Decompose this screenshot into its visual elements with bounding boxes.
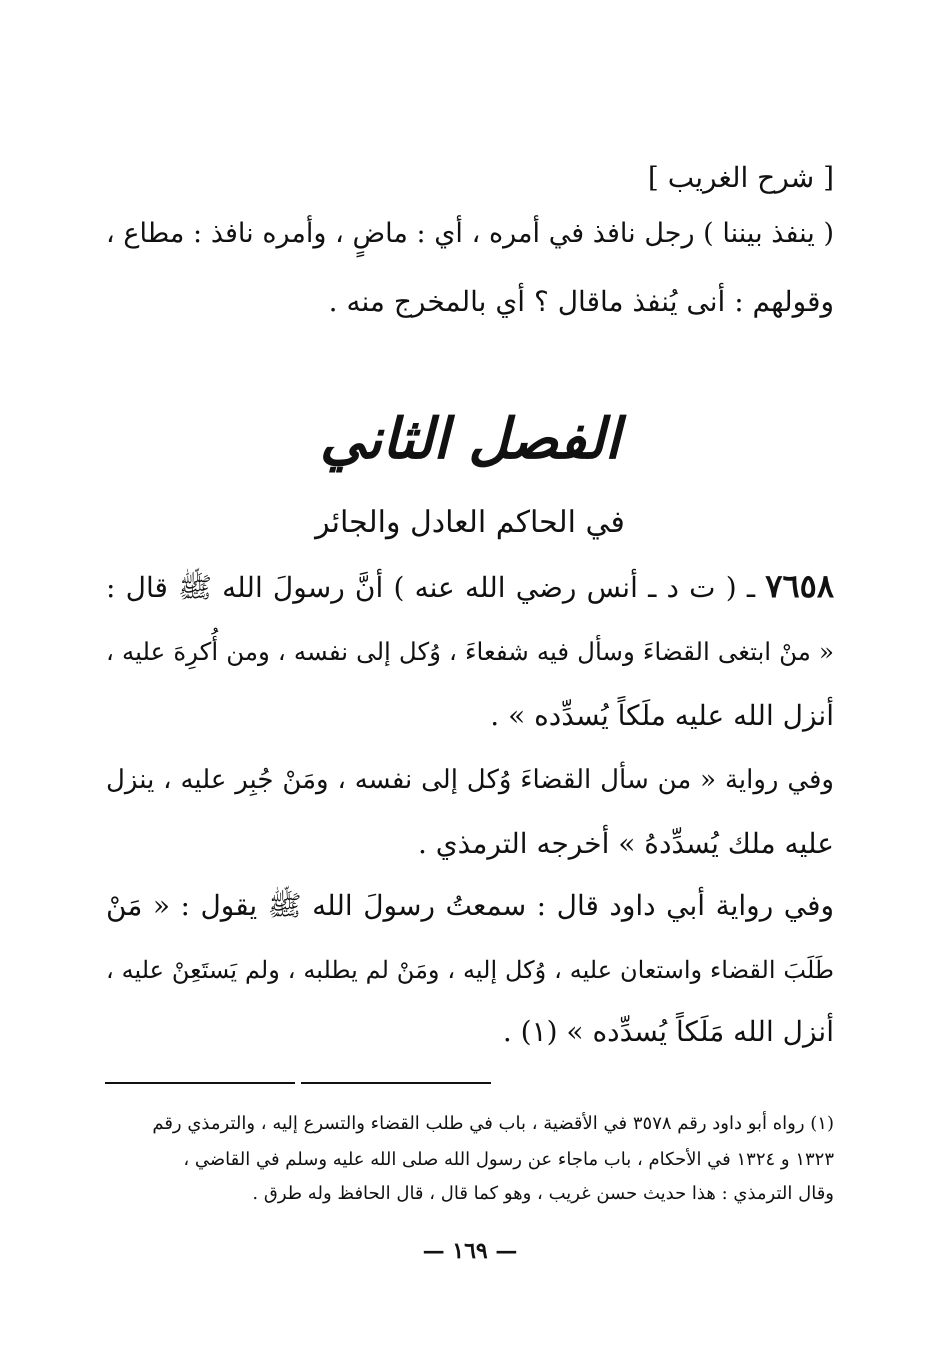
chapter-title: الفصل الثاني [319, 406, 621, 472]
hadith-line-6: وفي رواية أبي داود قال : سمعتُ رسولَ الله ﷺ يقول : « مَنْ [106, 889, 834, 922]
hadith-line-7: طَلَبَ القضاء واستعان عليه ، وُكل إليه ، ومَنْ لم يطلبه ، ولم يَستَعِنْ عليه ، [106, 956, 834, 984]
hadith-line-2: « منْ ابتغى القضاءَ وسأل فيه شفعاءَ ، وُكل إلى نفسه ، ومن أُكرِهَ عليه ، [106, 637, 834, 666]
hadith-line-4: وفي رواية « من سأل القضاءَ وُكل إلى نفسه ، ومَنْ جُبِر عليه ، ينزل [106, 765, 834, 795]
page-number: — ١٦٩ — [422, 1238, 518, 1264]
chapter-subtitle: في الحاكم العادل والجائر [315, 505, 625, 540]
hadith-line-1: ـ ( ت د ـ أنس رضي الله عنه ) أنَّ رسولَ الله ﷺ قال : [106, 571, 756, 604]
hadith-line-3: أنزل الله عليه ملَكاً يُسدِّده » . [490, 699, 834, 732]
gharib-line-1: ( ينفذ بيننا ) رجل نافذ في أمره ، أي : ماضٍ ، وأمره نافذ : مطاع ، [106, 218, 834, 249]
footnote-line-3: وقال الترمذي : هذا حديث حسن غريب ، وهو كما قال ، قال الحافظ وله طرق . [252, 1183, 834, 1204]
hadith-header [106, 566, 834, 608]
footnote-divider-gap [295, 1080, 301, 1086]
gharib-line-2: وقولهم : أنى يُنفذ ماقال ؟ أي بالمخرج منه . [328, 285, 834, 318]
footnote-line-1: (١) رواه أبو داود رقم ٣٥٧٨ في الأقضية ، باب في طلب القضاء والتسرع إليه ، والترمذي رقم [152, 1113, 834, 1134]
hadith-line-5: عليه ملك يُسدِّدهُ » أخرجه الترمذي . [417, 827, 834, 860]
gharib-title: [ شرح الغريب ] [647, 161, 834, 194]
hadith-number: ٧٦٥٨ [765, 567, 834, 605]
footnote-line-2: ١٣٢٣ و ١٣٢٤ في الأحكام ، باب ماجاء عن رسول الله صلى الله عليه وسلم في القاضي ، [183, 1149, 834, 1170]
hadith-line-8: أنزل الله مَلَكاً يُسدِّده » (١) . [502, 1015, 834, 1048]
